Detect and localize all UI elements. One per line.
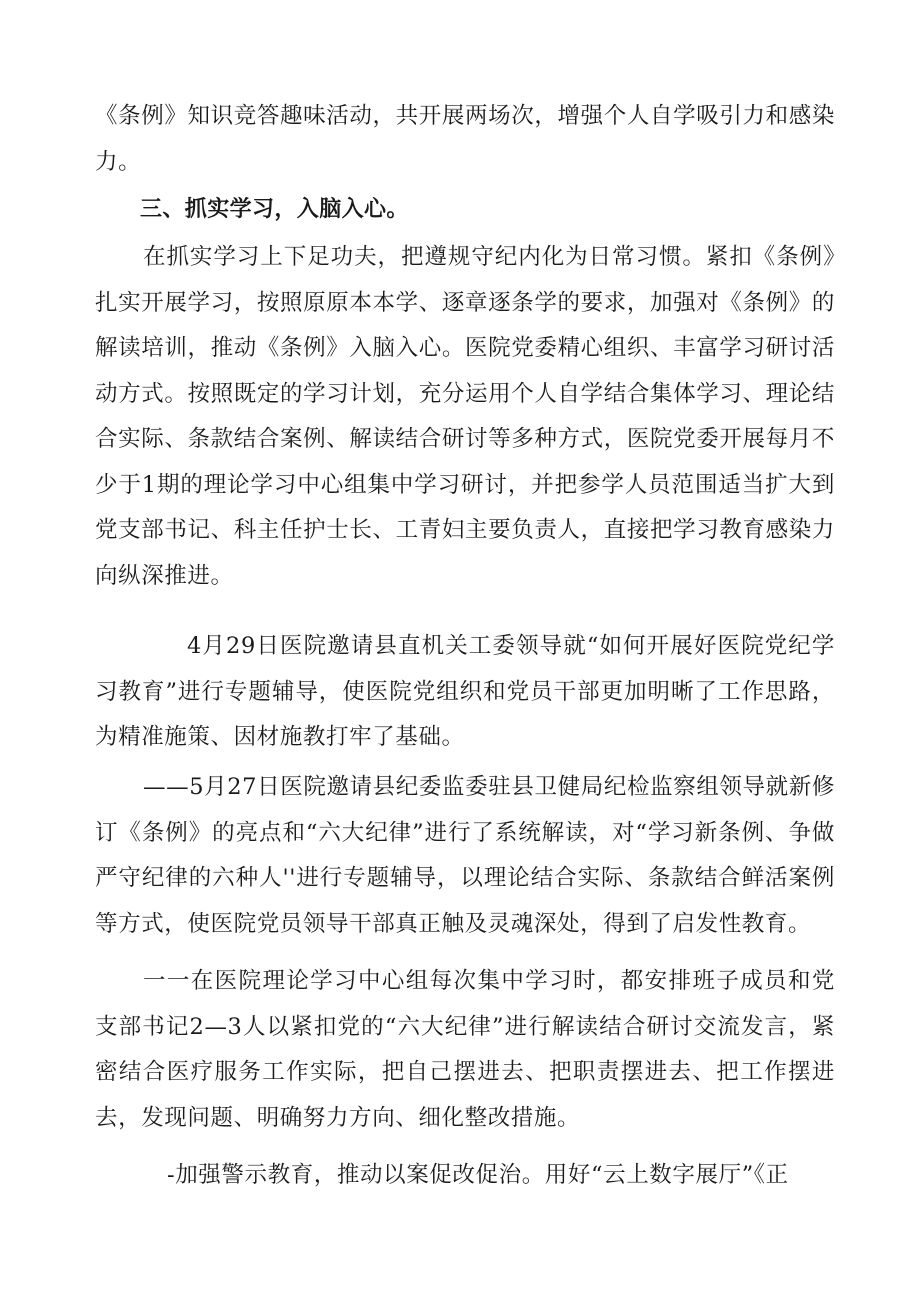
paragraph-warning-education: -加强警示教育，推动以案促改促治。用好“云上数字展厅”《正 xyxy=(167,1162,789,1188)
paragraph-may-27: ——5月27日医院邀请县纪委监委驻县卫健局纪检监察组领导就新修订《条例》的亮点和“六大纪律”进行了系统解读，对“学习新条例、争做严守纪律的六种人''进行专题辅导，以理论结合实际、条款结合鲜活案例等方式，使医院党员领导干部真正触及灵魂深处，得到了启发性教育。 xyxy=(95,774,835,937)
paragraph-april-29: 4月29日医院邀请县直机关工委领导就“如何开展好医院党纪学习教育”进行专题辅导，使医院党组织和党员干部更加明晰了工作思路，为精准施策、因材施教打牢了基础。 xyxy=(95,633,835,750)
paragraph-study-practice: 在抓实学习上下足功夫，把遵规守纪内化为日常习惯。紧扣《条例》扎实开展学习，按照原原本本学、逐章逐条学的要求，加强对《条例》的解读培训，推动《条例》入脑入心。医院党委精心组织、丰富学习研讨活动方式。按照既定的学习计划，充分运用个人自学结合集体学习、理论结合实际、条款结合案例、解读结合研讨等多种方式，医院党委开展每月不少于1期的理论学习中心组集中学习研讨，并把参学人员范围适当扩大到党支部书记、科主任护士长、工青妇主要负责人，直接把学习教育感染力向纵深推进。 xyxy=(95,244,835,589)
paragraph-center-group-study: 一一在医院理论学习中心组每次集中学习时，都安排班子成员和党支部书记2—3人以紧扣党的“六大纪律”进行解读结合研讨交流发言，紧密结合医疗服务工作实际，把自己摆进去、把职责摆进去、把工作摆进去，发现问题、明确努力方向、细化整改措施。 xyxy=(95,968,835,1131)
section-heading-3: 三、抓实学习，入脑入心。 xyxy=(140,197,409,222)
paragraph-quiz-activity: 《条例》知识竞答趣味活动，共开展两场次，增强个人自学吸引力和感染力。 xyxy=(95,103,835,175)
